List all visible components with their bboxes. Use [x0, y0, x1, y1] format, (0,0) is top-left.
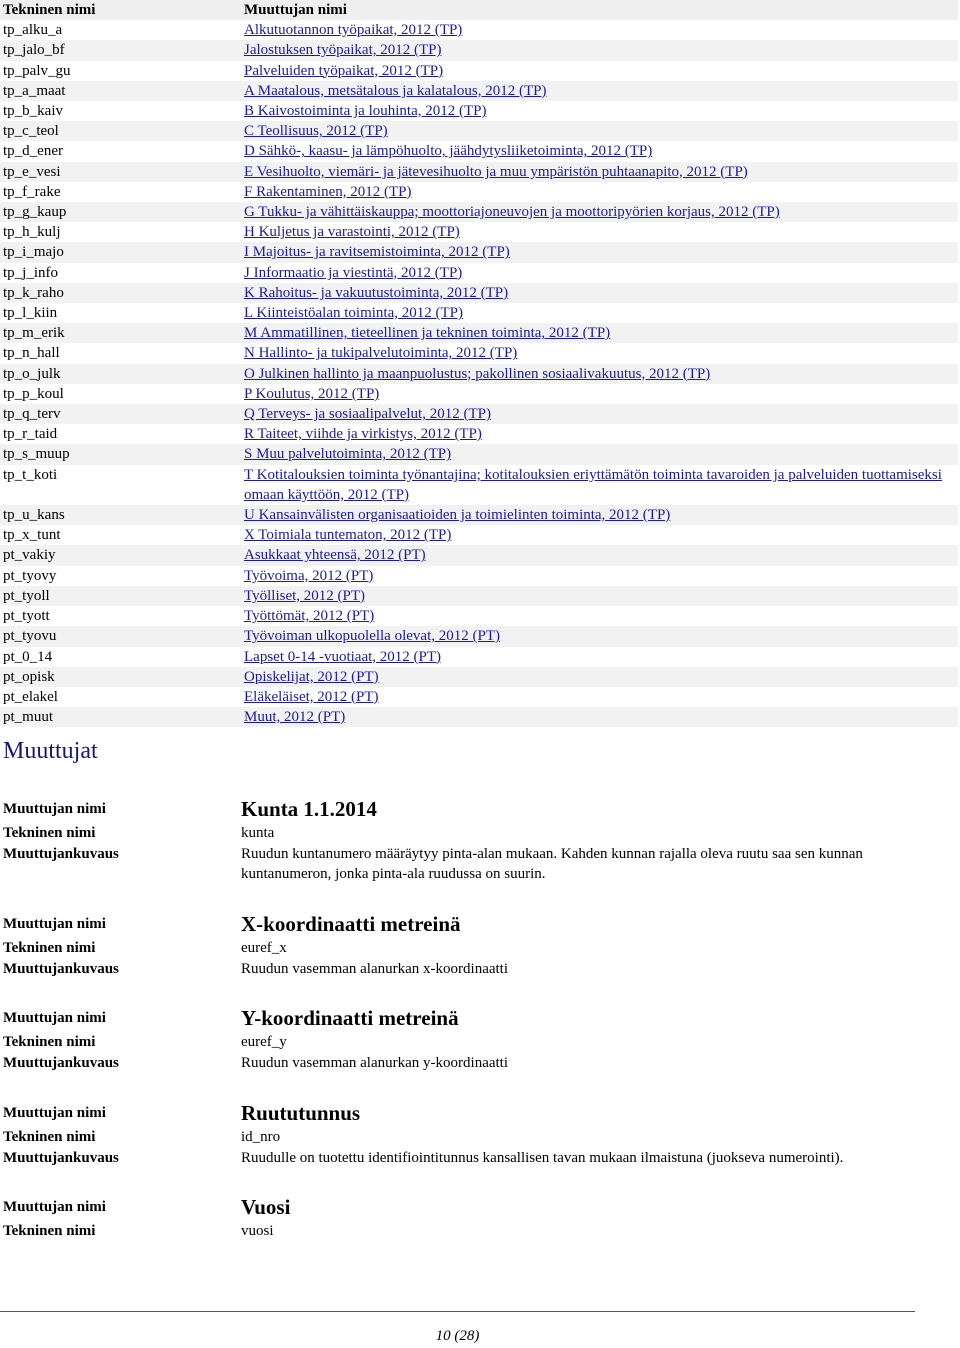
- variable-name-link[interactable]: Eläkeläiset, 2012 (PT): [244, 688, 379, 705]
- description-value: Ruudun vasemman alanurkan x-koordinaatti: [241, 960, 509, 977]
- variable-name-cell: [244, 364, 958, 384]
- technical-name-cell: tp_alku_a: [3, 22, 63, 39]
- description-row: [0, 844, 958, 885]
- variable-name-link[interactable]: Työttömät, 2012 (PT): [244, 608, 375, 625]
- variable-name-cell: [244, 242, 958, 262]
- table-row: [0, 505, 958, 525]
- table-row: [0, 40, 958, 60]
- variable-name-label: Muuttujan nimi: [3, 1010, 106, 1026]
- table-row: [0, 444, 958, 464]
- technical-name-cell: tp_s_muup: [0, 444, 244, 464]
- description-label: Muuttujankuvaus: [3, 1054, 119, 1071]
- table-row: [0, 121, 958, 141]
- technical-name-value: euref_x: [241, 940, 287, 956]
- technical-name-label: Tekninen nimi: [3, 825, 96, 841]
- variable-name-link[interactable]: B Kaivostoiminta ja louhinta, 2012 (TP): [244, 103, 487, 120]
- variable-name-link[interactable]: G Tukku- ja vähittäiskauppa; moottoriajoneuvojen ja moottoripyörien korjaus, 2012 (TP): [244, 204, 780, 221]
- variable-name-label: Muuttujan nimi: [3, 1105, 106, 1121]
- variable-name-cell: [244, 182, 958, 202]
- variable-name-link[interactable]: Jalostuksen työpaikat, 2012 (TP): [244, 42, 442, 59]
- technical-name-cell: tp_f_rake: [3, 183, 61, 200]
- table-row: [0, 525, 958, 545]
- table-header-row: [0, 0, 958, 20]
- table-row: [0, 606, 958, 626]
- technical-name-cell: tp_m_erik: [0, 323, 244, 343]
- table-row: [0, 545, 958, 565]
- technical-name-row: [0, 938, 958, 959]
- description-row: [0, 1053, 958, 1074]
- technical-name-cell: tp_t_koti: [3, 466, 58, 483]
- variable-name-link[interactable]: Työvoima, 2012 (PT): [244, 567, 374, 584]
- variable-name-row: [0, 1194, 958, 1221]
- page-number: 10 (28): [435, 1328, 480, 1344]
- variable-name-cell: [244, 20, 958, 40]
- variable-name-cell: [244, 626, 958, 646]
- table-row: [0, 384, 958, 404]
- variable-name-link[interactable]: P Koulutus, 2012 (TP): [244, 385, 380, 402]
- technical-name-cell: tp_q_terv: [0, 404, 244, 424]
- variable-name-cell: [244, 465, 958, 505]
- technical-name-row: [0, 823, 958, 844]
- technical-name-cell: tp_l_kiin: [3, 305, 58, 322]
- variable-name-link[interactable]: N Hallinto- ja tukipalvelutoiminta, 2012 (TP): [244, 345, 518, 362]
- table-row: [0, 586, 958, 606]
- description-value: Ruudun kuntanumero määräytyy pinta-alan mukaan. Kahden kunnan rajalla oleva ruutu saa sen kunnan kuntanumeron, jonka pinta-ala ruudussa on suurin.: [241, 845, 863, 882]
- variable-name-cell: [244, 647, 958, 667]
- description-row: [0, 1148, 958, 1169]
- variable-name-link[interactable]: X Toimiala tuntematon, 2012 (TP): [244, 527, 452, 544]
- technical-name-cell: tp_o_julk: [0, 364, 244, 384]
- technical-name-cell: pt_0_14: [3, 648, 53, 665]
- technical-name-cell: tp_k_raho: [0, 283, 244, 303]
- table-row: [0, 626, 958, 646]
- variable-name-link[interactable]: Työvoiman ulkopuolella olevat, 2012 (PT): [244, 628, 500, 645]
- variable-name-link[interactable]: H Kuljetus ja varastointi, 2012 (TP): [244, 224, 460, 241]
- technical-name-cell: tp_b_kaiv: [3, 103, 63, 120]
- variable-name-cell: [244, 687, 958, 707]
- table-row: [0, 222, 958, 242]
- description-row: [0, 959, 958, 980]
- variable-name-link[interactable]: L Kiinteistöalan toiminta, 2012 (TP): [244, 305, 463, 322]
- technical-name-cell: pt_opisk: [0, 667, 244, 687]
- technical-name-label: Tekninen nimi: [3, 1034, 96, 1050]
- technical-name-cell: tp_c_teol: [0, 121, 244, 141]
- technical-name-cell: tp_a_maat: [0, 81, 244, 101]
- variable-name-cell: [244, 202, 958, 222]
- variable-name-cell: [244, 343, 958, 363]
- variable-title: Y-koordinaatti metreinä: [241, 1006, 459, 1030]
- variable-name-row: [0, 1100, 958, 1127]
- table-row: [0, 647, 958, 667]
- table-row: [0, 667, 958, 687]
- description-label: Muuttujankuvaus: [3, 960, 119, 977]
- variable-name-cell: [244, 141, 958, 161]
- variable-name-link[interactable]: K Rahoitus- ja vakuutustoiminta, 2012 (TP): [244, 284, 509, 301]
- variable-block-kunta: [0, 796, 958, 885]
- variable-name-link[interactable]: M Ammatillinen, tieteellinen ja tekninen toiminta, 2012 (TP): [244, 325, 611, 342]
- variable-block-vuosi: [0, 1194, 958, 1242]
- description-value: Ruudun vasemman alanurkan y-koordinaatti: [241, 1054, 509, 1071]
- variable-name-cell: [244, 303, 958, 323]
- technical-name-cell: pt_tyoll: [0, 586, 244, 606]
- table-row: [0, 263, 958, 283]
- variable-name-link[interactable]: F Rakentaminen, 2012 (TP): [244, 183, 412, 200]
- table-row: [0, 141, 958, 161]
- variable-name-link[interactable]: Työlliset, 2012 (PT): [244, 587, 366, 604]
- variable-name-cell: [244, 222, 958, 242]
- variable-block-euref-y: [0, 1005, 958, 1073]
- variable-name-cell: [244, 545, 958, 565]
- technical-name-cell: tp_n_hall: [3, 345, 60, 362]
- variable-name-label: Muuttujan nimi: [3, 801, 106, 817]
- table-row: [0, 101, 958, 121]
- variable-name-row: [0, 911, 958, 938]
- table-row: [0, 687, 958, 707]
- technical-name-cell: tp_g_kaup: [0, 202, 244, 222]
- technical-name-cell: tp_d_ener: [3, 143, 63, 160]
- variable-name-label: Muuttujan nimi: [3, 1199, 106, 1215]
- variable-name-cell: [244, 263, 958, 283]
- variable-name-cell: [244, 525, 958, 545]
- table-row: [0, 20, 958, 40]
- table-row: [0, 283, 958, 303]
- variable-name-cell: [244, 707, 958, 727]
- variable-name-label: Muuttujan nimi: [3, 916, 106, 932]
- variable-name-cell: [244, 283, 958, 303]
- table-row: [0, 364, 958, 384]
- variable-name-link[interactable]: Asukkaat yhteensä, 2012 (PT): [244, 547, 426, 564]
- variable-name-link[interactable]: I Majoitus- ja ravitsemistoiminta, 2012 (TP): [244, 244, 510, 261]
- variable-name-link[interactable]: Q Terveys- ja sosiaalipalvelut, 2012 (TP): [244, 406, 491, 423]
- technical-name-row: [0, 1032, 958, 1053]
- technical-name-cell: pt_tyovy: [3, 567, 57, 584]
- table-row: [0, 162, 958, 182]
- variable-name-cell: [244, 40, 958, 60]
- variable-name-link[interactable]: Lapset 0-14 -vuotiaat, 2012 (PT): [244, 648, 442, 665]
- table-row: [0, 404, 958, 424]
- variable-name-cell: [244, 424, 958, 444]
- table-row: [0, 707, 958, 727]
- technical-name-label: Tekninen nimi: [3, 1129, 96, 1145]
- variable-name-link[interactable]: R Taiteet, viihde ja virkistys, 2012 (TP): [244, 426, 482, 443]
- variable-name-link[interactable]: Opiskelijat, 2012 (PT): [244, 668, 379, 685]
- variable-title: X-koordinaatti metreinä: [241, 912, 461, 936]
- table-row: [0, 303, 958, 323]
- variable-name-header: Muuttujan nimi: [244, 0, 958, 20]
- variable-name-cell: [244, 566, 958, 586]
- section-heading: Muuttujat: [3, 738, 98, 764]
- table-row: [0, 343, 958, 363]
- table-row: [0, 182, 958, 202]
- variable-name-row: [0, 1005, 958, 1032]
- technical-name-cell: pt_tyott: [3, 608, 50, 625]
- variable-name-link[interactable]: A Maatalous, metsätalous ja kalatalous, 2012 (TP): [244, 82, 547, 99]
- technical-name-cell: pt_vakiy: [0, 545, 244, 565]
- variable-name-cell: [244, 667, 958, 687]
- technical-name-cell: pt_tyovu: [0, 626, 244, 646]
- variable-name-link[interactable]: C Teollisuus, 2012 (TP): [244, 123, 388, 140]
- technical-name-cell: tp_u_kans: [0, 505, 244, 525]
- technical-name-cell: tp_j_info: [3, 264, 58, 281]
- table-row: [0, 61, 958, 81]
- variable-name-link[interactable]: U Kansainvälisten organisaatioiden ja toimielinten toiminta, 2012 (TP): [244, 507, 671, 524]
- table-row: [0, 242, 958, 262]
- variable-name-cell: [244, 505, 958, 525]
- technical-name-label: Tekninen nimi: [3, 940, 96, 956]
- variable-name-row: [0, 796, 958, 823]
- description-value: Ruudulle on tuotettu identifiointitunnus kansallisen tavan mukaan ilmaistuna (juokseva numerointi).: [241, 1149, 844, 1166]
- technical-name-row: [0, 1127, 958, 1148]
- variable-name-link[interactable]: T Kotitalouksien toiminta työnantajina; kotitalouksien eriyttämätön toiminta tavaroiden ja palveluiden tuottamiseksi omaan käyttöön, 2012 (TP): [244, 466, 942, 503]
- table-row: [0, 465, 958, 505]
- technical-name-cell: tp_h_kulj: [3, 224, 61, 241]
- technical-name-value: id_nro: [241, 1129, 281, 1145]
- description-label: Muuttujankuvaus: [3, 1149, 119, 1166]
- variable-name-cell: [244, 323, 958, 343]
- variable-block-euref-x: [0, 911, 958, 979]
- technical-name-header: Tekninen nimi: [0, 0, 244, 20]
- technical-name-label: Tekninen nimi: [3, 1223, 96, 1239]
- variable-name-link[interactable]: O Julkinen hallinto ja maanpuolustus; pakollinen sosiaalivakuutus, 2012 (TP): [244, 365, 711, 382]
- technical-name-value: euref_y: [241, 1034, 287, 1050]
- technical-name-cell: tp_x_tunt: [3, 527, 61, 544]
- table-row: [0, 202, 958, 222]
- variable-name-cell: [244, 121, 958, 141]
- technical-name-value: kunta: [241, 825, 275, 841]
- technical-name-cell: pt_muut: [0, 707, 244, 727]
- technical-name-cell: tp_jalo_bf: [0, 40, 244, 60]
- variable-name-link[interactable]: Muut, 2012 (PT): [244, 709, 346, 726]
- technical-name-cell: tp_p_koul: [3, 385, 64, 402]
- variable-title: Ruututunnus: [241, 1101, 361, 1125]
- variable-name-cell: [244, 586, 958, 606]
- table-row: [0, 566, 958, 586]
- variable-name-cell: [244, 404, 958, 424]
- description-label: Muuttujankuvaus: [3, 845, 119, 862]
- table-row: [0, 424, 958, 444]
- variable-name-link[interactable]: Palveluiden työpaikat, 2012 (TP): [244, 62, 444, 79]
- variable-name-cell: [244, 384, 958, 404]
- variable-name-cell: [244, 444, 958, 464]
- technical-name-cell: tp_r_taid: [3, 426, 58, 443]
- variable-name-cell: [244, 101, 958, 121]
- technical-name-value: vuosi: [241, 1223, 274, 1239]
- technical-name-cell: tp_i_majo: [0, 242, 244, 262]
- technical-name-cell: tp_e_vesi: [0, 162, 244, 182]
- variable-name-cell: [244, 606, 958, 626]
- variable-name-link[interactable]: J Informaatio ja viestintä, 2012 (TP): [244, 264, 463, 281]
- table-row: [0, 323, 958, 343]
- variable-block-id-nro: [0, 1100, 958, 1168]
- variable-title: Vuosi: [241, 1195, 291, 1219]
- table-row: [0, 81, 958, 101]
- variable-name-link[interactable]: D Sähkö-, kaasu- ja lämpöhuolto, jäähdytysliiketoiminta, 2012 (TP): [244, 143, 653, 160]
- variable-name-cell: [244, 61, 958, 81]
- technical-name-cell: tp_palv_gu: [3, 62, 71, 79]
- variable-name-link[interactable]: E Vesihuolto, viemäri- ja jätevesihuolto ja muu ympäristön puhtaanapito, 2012 (TP): [244, 163, 748, 180]
- variable-name-cell: [244, 162, 958, 182]
- variable-name-cell: [244, 81, 958, 101]
- variable-title: Kunta 1.1.2014: [241, 797, 377, 821]
- technical-name-row: [0, 1221, 958, 1242]
- footer-divider: [0, 1311, 915, 1312]
- variable-name-link[interactable]: Alkutuotannon työpaikat, 2012 (TP): [244, 22, 463, 39]
- variable-name-link[interactable]: S Muu palvelutoiminta, 2012 (TP): [244, 446, 452, 463]
- technical-name-cell: pt_elakel: [3, 688, 58, 705]
